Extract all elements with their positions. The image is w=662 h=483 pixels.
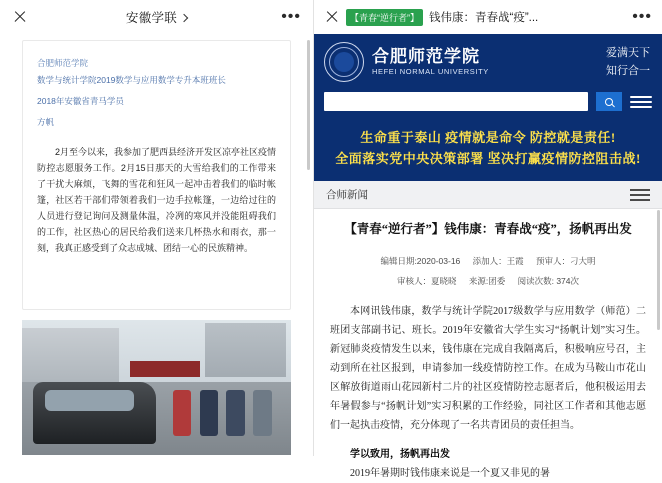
news-view-count: 阅读次数: 374次 xyxy=(517,276,580,286)
left-topbar xyxy=(0,0,313,34)
site-header xyxy=(314,34,662,121)
search-box[interactable] xyxy=(324,92,588,111)
logo-english-name: HEFEI NORMAL UNIVERSITY xyxy=(372,67,489,77)
university-seal-icon xyxy=(324,42,364,82)
article-meta-school: 合肥师范学院 xyxy=(37,58,89,68)
volunteer-checkpoint-photo xyxy=(22,320,291,455)
right-pane xyxy=(314,0,662,479)
left-pane xyxy=(0,0,314,456)
slogan-line-1: 爱满天下 xyxy=(606,47,650,59)
slogan-line-2: 知行合一 xyxy=(606,65,650,77)
photo-person xyxy=(200,390,219,436)
more-dots-icon[interactable]: ••• xyxy=(281,8,301,25)
news-paragraph-2: 2019年暑期时钱伟康来说是一个夏又非见的暑 xyxy=(350,468,550,479)
right-topbar xyxy=(314,0,662,34)
news-source: 来源:团委 xyxy=(468,276,506,286)
search-row xyxy=(324,92,652,111)
hamburger-menu-icon[interactable] xyxy=(630,186,650,204)
news-title: 【青春“逆行者”】钱伟康：青春战“疫”，扬帆再出发 xyxy=(344,222,632,236)
news-subheading: 学以致用，扬帆再出发 xyxy=(350,449,450,460)
news-pre-reviewer: 预审人：刁大明 xyxy=(536,256,596,266)
photo-tent xyxy=(130,361,200,377)
news-meta-line-2 xyxy=(330,272,646,290)
more-dots-icon[interactable]: ••• xyxy=(632,8,652,25)
hamburger-menu-icon[interactable] xyxy=(630,93,652,111)
status-badge: 【青春“逆行者”】 xyxy=(346,9,423,26)
news-author: 添加人：王霞 xyxy=(472,256,524,266)
news-paragraph-1: 本网讯钱伟康，数学与统计学院2017级数学与应用数学（师范）二班团支部副书记、班长。2019年安徽省大学生实习“扬帆计划”实习生。新冠肺炎疫情发生以来，钱伟康在完成自我隔离后，积极响应号召，主动到所在社区报到，申请参加一线疫情防控工作。在成为马鞍山市花山区解放街道雨山花园新村二片的社区疫情防控志愿者后，他积极运用去年暑假参与“扬帆计划”实习积累的工作经验，同社区工作者和其他志愿们一起执击疫情，充分体现了一名共青团员的责任担当。 xyxy=(330,306,646,431)
right-page-title: 钱伟康：青春战“疫”... xyxy=(429,12,539,24)
banner-line-2: 全面落实党中央决策部署 坚决打赢疫情防控阻击战! xyxy=(335,151,641,166)
chevron-right-icon xyxy=(180,14,188,22)
article-body: 2月至今以来，我参加了肥西县经济开发区凉亭社区疫情防控志愿服务工作。2月15日那天的大雪给我们的工作带来了干扰大麻烦，飞舞的雪花和狂风一起冲击着我们的临时帐篷，社区若干部们带领着我们一边手拉帐篷，一边给过往的人员进行登记询问及测量体温，冷冽的寒风并没能阻碍我们的工作，社区热心的居民给我们送来几杯热水和雨衣，那一刻，我真正感受到了众志成城、团结一心的民族精神。 xyxy=(37,147,277,253)
photo-building-right xyxy=(205,323,286,377)
nav-section-label: 合师新闻 xyxy=(326,189,368,201)
news-meta-line-1 xyxy=(330,252,646,270)
logo-chinese-name: 合肥师范学院 xyxy=(372,46,480,66)
nav-strip xyxy=(314,181,662,209)
news-content xyxy=(314,209,662,483)
right-scrollbar[interactable] xyxy=(657,210,660,330)
close-icon[interactable] xyxy=(324,9,340,25)
photo-person xyxy=(226,390,245,436)
close-icon[interactable] xyxy=(12,9,28,25)
article-meta-class: 数学与统计学院2019数学与应用数学专升本班班长 xyxy=(37,75,226,85)
article-card xyxy=(22,40,291,310)
photo-car xyxy=(33,382,157,444)
search-button[interactable] xyxy=(596,92,622,111)
left-page-title-text: 安徽学联 xyxy=(125,11,178,25)
search-input[interactable] xyxy=(324,93,588,110)
article-meta-author: 方帆 xyxy=(37,117,55,127)
seal-inner xyxy=(334,52,354,72)
logo-row xyxy=(324,42,652,82)
photo-person xyxy=(173,390,192,436)
banner-line-1: 生命重于泰山 疫情就是命令 防控就是责任! xyxy=(360,130,616,145)
photo-building-left xyxy=(22,328,119,385)
photo-person xyxy=(253,390,272,436)
logo-text xyxy=(372,47,489,77)
covid-banner xyxy=(314,121,662,181)
news-reviewer: 审核人：夏晓晓 xyxy=(396,276,457,286)
article-meta-program: 2018年安徽省青马学员 xyxy=(37,96,124,106)
search-icon xyxy=(605,98,613,106)
news-edit-date: 编辑日期:2020-03-16 xyxy=(380,256,461,266)
left-page-title xyxy=(0,8,313,26)
left-scrollbar[interactable] xyxy=(307,40,310,170)
